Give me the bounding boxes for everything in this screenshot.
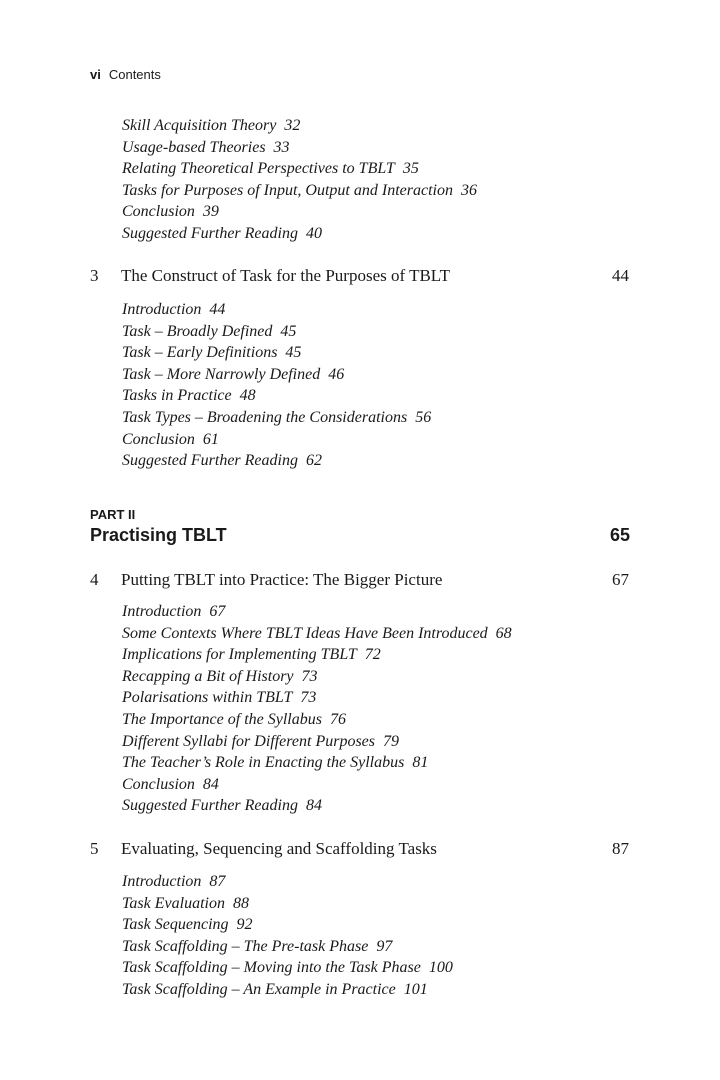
toc-entry — [0, 666, 720, 688]
toc-entry — [0, 687, 720, 709]
toc-entry — [0, 893, 720, 915]
toc-entry-title: Suggested Further Reading — [122, 797, 298, 815]
toc-entry — [0, 429, 720, 451]
chapter-4-heading — [0, 570, 720, 590]
toc-entry — [0, 158, 720, 180]
chapter-page: 67 — [612, 570, 629, 589]
chapter-title: Evaluating, Sequencing and Scaffolding Tasks — [121, 839, 437, 858]
chapter-5-section-list — [0, 871, 720, 1001]
toc-entry — [0, 321, 720, 343]
toc-entry-page: 62 — [305, 452, 322, 470]
toc-entry-title: Introduction — [122, 301, 202, 318]
toc-entry — [0, 709, 720, 731]
toc-entry-title: Implications for Implementing TBLT — [122, 646, 357, 664]
toc-entry-title: Task – Early Definitions — [122, 344, 278, 362]
chapter-3-section-list — [0, 299, 720, 472]
running-head-label: Contents — [108, 67, 161, 82]
toc-entry-page: 84 — [305, 797, 322, 815]
toc-entry-page: 67 — [209, 603, 226, 620]
toc-entry-title: Task Scaffolding – Moving into the Task Phase — [122, 959, 421, 977]
toc-entry-title: Task – Broadly Defined — [122, 322, 273, 340]
running-head — [90, 67, 161, 83]
toc-entry-page: 72 — [364, 646, 381, 664]
toc-entry-page: 73 — [301, 667, 318, 685]
toc-entry-title: Task – More Narrowly Defined — [122, 365, 321, 383]
toc-entry-title: Different Syllabi for Different Purposes — [122, 732, 376, 750]
part-title-row — [90, 524, 630, 546]
toc-entry-title: Conclusion — [122, 203, 195, 221]
toc-entry-title: Recapping a Bit of History — [122, 667, 294, 685]
toc-entry — [0, 795, 720, 817]
toc-entry-title: Task Evaluation — [122, 894, 225, 912]
toc-entry — [0, 450, 720, 472]
toc-entry-title: Conclusion — [122, 775, 195, 793]
toc-entry-page: 81 — [412, 754, 429, 772]
toc-entry-page: 32 — [284, 117, 301, 134]
toc-entry-title: Task Types – Broadening the Considerations — [122, 408, 408, 426]
toc-entry — [0, 601, 720, 623]
toc-entry-page: 48 — [239, 387, 256, 405]
page-number: vi — [90, 67, 101, 82]
toc-entry-page: 36 — [460, 181, 477, 199]
toc-entry-title: Relating Theoretical Perspectives to TBLT — [122, 160, 395, 178]
toc-entry-title: Conclusion — [122, 430, 195, 448]
toc-entry — [0, 180, 720, 202]
toc-entry-title: Tasks in Practice — [122, 387, 232, 405]
part-page: 65 — [609, 525, 630, 545]
toc-entry-page: 92 — [236, 916, 253, 934]
toc-entry-page: 84 — [202, 775, 219, 793]
part-title: Practising TBLT — [90, 525, 227, 545]
toc-entry — [0, 979, 720, 1001]
toc-entry — [0, 752, 720, 774]
toc-entry-page: 39 — [202, 203, 219, 221]
toc-entry-page: 33 — [273, 138, 290, 156]
toc-entry-page: 35 — [402, 160, 419, 178]
toc-entry-page: 45 — [280, 322, 297, 340]
toc-entry-title: Some Contexts Where TBLT Ideas Have Been Introduced — [122, 624, 488, 642]
chapter-5-heading — [0, 839, 720, 859]
toc-entry-page: 45 — [285, 344, 302, 362]
toc-entry-page: 101 — [403, 980, 428, 998]
toc-entry — [0, 623, 720, 645]
toc-entry-title: Suggested Further Reading — [122, 224, 298, 242]
toc-entry-title: Usage-based Theories — [122, 138, 266, 156]
toc-entry — [0, 342, 720, 364]
toc-entry — [0, 364, 720, 386]
chapter-page: 87 — [612, 839, 629, 858]
chapter-number: 4 — [90, 570, 99, 589]
toc-entry-page: 61 — [202, 430, 219, 448]
toc-entry — [0, 115, 720, 137]
toc-entry — [0, 407, 720, 429]
toc-entry-title: Introduction — [122, 873, 202, 890]
chapter-title: Putting TBLT into Practice: The Bigger Picture — [121, 570, 443, 589]
chapter-title: The Construct of Task for the Purposes of TBLT — [121, 266, 451, 285]
toc-entry-page: 76 — [329, 710, 346, 728]
toc-entry — [0, 201, 720, 223]
toc-entry — [0, 223, 720, 245]
toc-entry-title: Suggested Further Reading — [122, 452, 298, 470]
toc-entry-title: Task Scaffolding – An Example in Practice — [122, 980, 396, 998]
chapter-number: 5 — [90, 839, 99, 858]
toc-entry-title: Task Sequencing — [122, 916, 229, 934]
toc-entry — [0, 644, 720, 666]
toc-entry-title: Introduction — [122, 603, 202, 620]
toc-entry-page: 100 — [428, 959, 453, 977]
toc-entry-page: 79 — [383, 732, 400, 750]
part-label: PART II — [90, 507, 136, 522]
chapter-4-section-list — [0, 601, 720, 817]
toc-entry-page: 97 — [376, 937, 393, 955]
toc-entry-title: Skill Acquisition Theory — [122, 117, 277, 134]
chapter-3-heading — [0, 266, 720, 286]
toc-entry — [0, 774, 720, 796]
toc-entry-title: Task Scaffolding – The Pre-task Phase — [122, 937, 369, 955]
toc-entry — [0, 299, 720, 321]
toc-entry-page: 73 — [300, 689, 317, 707]
toc-entry-page: 40 — [305, 224, 322, 242]
toc-entry-title: Tasks for Purposes of Input, Output and Interaction — [122, 181, 453, 199]
toc-entry — [0, 936, 720, 958]
toc-entry — [0, 385, 720, 407]
toc-entry-title: The Teacher’s Role in Enacting the Syllabus — [122, 754, 405, 772]
toc-entry-title: The Importance of the Syllabus — [122, 710, 322, 728]
chapter-page: 44 — [612, 266, 629, 285]
chapter-number: 3 — [90, 266, 99, 285]
toc-entry — [0, 137, 720, 159]
toc-entry — [0, 871, 720, 893]
toc-entry-page: 46 — [328, 365, 345, 383]
toc-entry-page: 56 — [415, 408, 432, 426]
toc-entry-title: Polarisations within TBLT — [122, 689, 293, 707]
toc-entry — [0, 731, 720, 753]
toc-entry — [0, 957, 720, 979]
toc-entry-page: 44 — [209, 301, 226, 318]
carryover-section-list — [0, 115, 720, 245]
toc-entry-page: 88 — [232, 894, 249, 912]
toc-entry — [0, 914, 720, 936]
toc-entry-page: 68 — [495, 624, 512, 642]
toc-entry-page: 87 — [209, 873, 226, 890]
